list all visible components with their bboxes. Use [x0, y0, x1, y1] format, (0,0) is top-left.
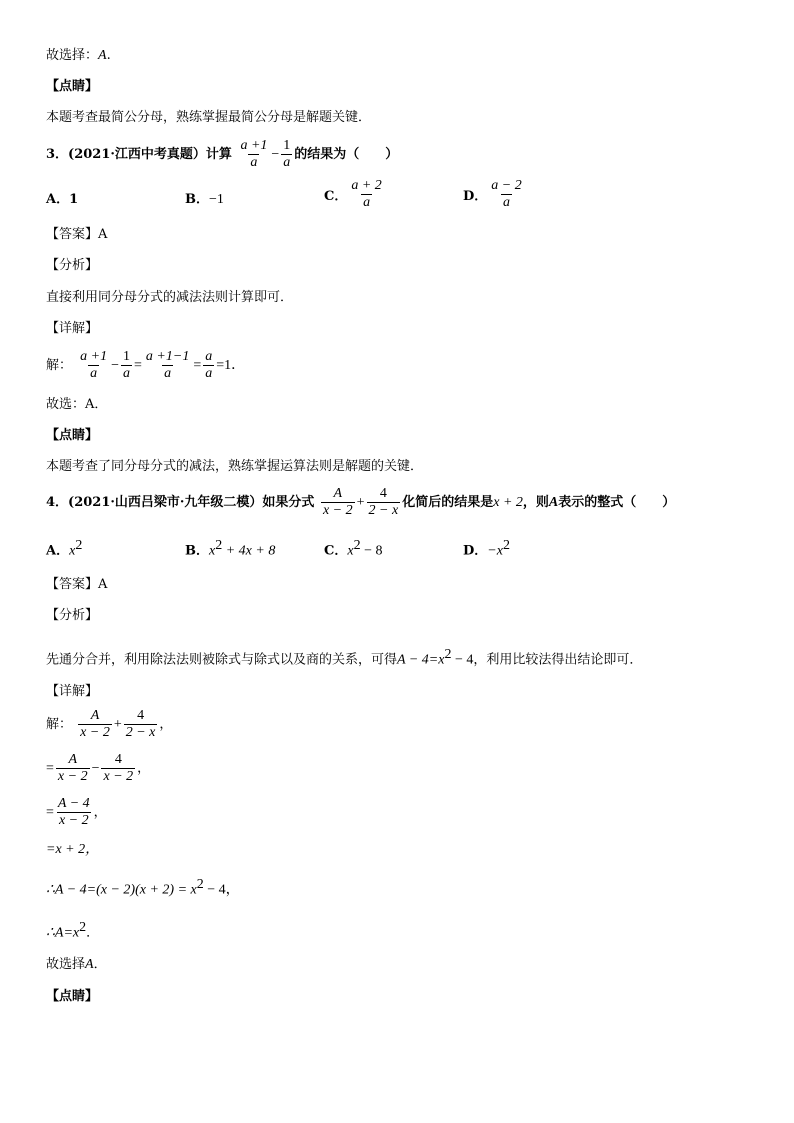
- fraction: $\frac{1}{a}$: [283, 138, 291, 170]
- q4-analysis-text: 先通分合并，利用除法法则被除式与除式以及商的关系，可得$A - 4=x^2 - 4$，利用比较法得出结论即可．: [46, 647, 643, 668]
- q3-option-c: C． $\frac{a + 2}{a}$: [324, 178, 382, 210]
- q3-solution: 解： $\frac{a +1}{a}$ − $\frac{1}{a}$ = $\frac{a +1-1}{a}$ = $\frac{a}{a}$ =1．: [46, 349, 246, 381]
- q4-analysis-heading: 【分析】: [46, 608, 99, 623]
- q4-option-d: D．$-x^2$: [463, 538, 510, 559]
- fraction: $\frac{a +1}{a}$: [240, 138, 268, 170]
- q3-answer: 【答案】A: [46, 227, 108, 242]
- dianjing-text-1: 本题考查最简公分母，熟练掌握最简公分母是解题关键．: [46, 110, 372, 125]
- q3-option-a: A．1: [46, 192, 79, 207]
- q4-option-a: A．$x^2$: [46, 538, 83, 559]
- q4-detail-heading: 【详解】: [46, 684, 99, 699]
- q4-answer: 【答案】A: [46, 577, 108, 592]
- q4-step-4: =x + 2，: [46, 842, 100, 857]
- q4-step-5: ∴A − $4=(x - 2)(x + 2) = x^2 - 4$，: [46, 877, 240, 898]
- q3-option-d: D． $\frac{a - 2}{a}$: [463, 178, 522, 210]
- choose-line-1: 故选择：A.: [46, 48, 111, 63]
- q4-step-3: = $\frac{A - 4}{x - 2}$ ，: [46, 796, 107, 828]
- question-4-stem: 4．(2021·山西吕梁市·九年级二模）如果分式 $\frac{A}{x - 2}$ + $\frac{4}{2 - x}$ 化简后的结果是x + 2，则A表示的整式（ ）: [46, 486, 676, 518]
- q3-option-b: B．−1: [185, 192, 224, 207]
- question-3-stem: 3．(2021·江西中考真题）计算 $\frac{a +1}{a}$ − $\frac{1}{a}$ 的结果为（ ）: [46, 138, 399, 170]
- q3-detail-heading: 【详解】: [46, 321, 99, 336]
- dianjing-heading-1: 【点睛】: [46, 79, 99, 94]
- q4-dianjing-heading: 【点睛】: [46, 989, 99, 1004]
- q4-step-1: 解： $\frac{A}{x - 2}$ + $\frac{4}{2 - x}$ ，: [46, 708, 173, 740]
- q3-analysis-text: 直接利用同分母分式的减法法则计算即可．: [46, 290, 294, 305]
- q4-step-6: $\therefore A=x^2$．: [46, 920, 100, 941]
- q4-choose: 故选择A．: [46, 957, 107, 972]
- q4-option-b: B．$x^2 + 4x + 8$: [185, 538, 276, 559]
- q4-option-c: C．$x^2 - 8$: [324, 538, 383, 559]
- q3-analysis-heading: 【分析】: [46, 258, 99, 273]
- q4-step-2: = $\frac{A}{x - 2}$ − $\frac{4}{x - 2}$ ，: [46, 752, 151, 784]
- q3-choose: 故选：A．: [46, 397, 108, 412]
- q3-dianjing-text: 本题考查了同分母分式的减法，熟练掌握运算法则是解题的关键．: [46, 459, 424, 474]
- q3-dianjing-heading: 【点睛】: [46, 428, 99, 443]
